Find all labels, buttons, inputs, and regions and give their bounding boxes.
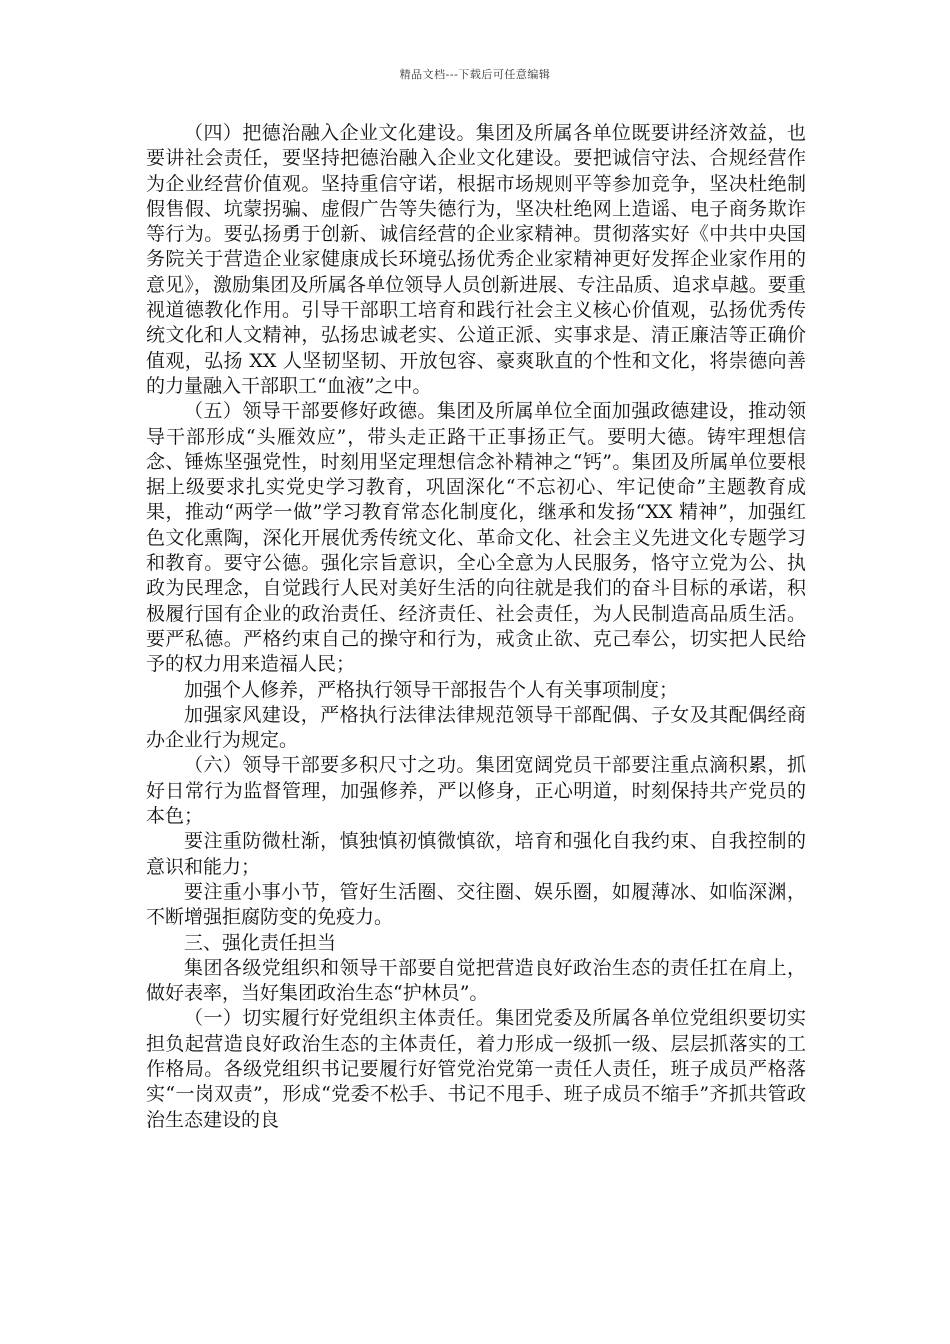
- document-body: [146, 121, 806, 1133]
- paragraph-section-5: （五）领导干部要修好政德。集团及所属单位全面加强政德建设，推动领导干部形成“头雁效应”，带头走正路干正事扬正气。要明大德。铸牢理想信念、锤炼坚强党性，时刻用坚定理想信念补精神之“钙”。集团及所属单位要根据上级要求扎实党史学习教育，巩固深化“不忘初心、牢记使命”主题教育成果，推动“两学一做”学习教育常态化制度化，继承和发扬“XX 精神”，加强红色文化熏陶，深化开展优秀传统文化、革命文化、社会主义先进文化专题学习和教育。要守公德。强化宗旨意识，全心全意为人民服务，恪守立党为公、执政为民理念，自觉践行人民对美好生活的向往就是我们的奋斗目标的承诺，积极履行国有企业的政治责任、经济责任、社会责任，为人民制造高品质生活。要严私德。严格约束自己的操守和行为，戒贪止欲、克己奉公，切实把人民给予的权力用来造福人民；: [146, 400, 806, 676]
- section-heading-3: 三、强化责任担当: [184, 931, 337, 954]
- page-header: 精品文档---下载后可任意编辑: [399, 68, 551, 81]
- paragraph-family-style: 加强家风建设，严格执行法律法律规范领导干部配偶、子女及其配偶经商办企业行为规定。: [146, 703, 806, 752]
- paragraph-section-4: （四）把德治融入企业文化建设。集团及所属各单位既要讲经济效益，也要讲社会责任，要坚持把德治融入企业文化建设。要把诚信守法、合规经营作为企业经营价值观。坚持重信守诺，根据市场规则平等参加竞争，坚决杜绝制假售假、坑蒙拐骗、虚假广告等失德行为，坚决杜绝网上造谣、电子商务欺诈等行为。要弘扬勇于创新、诚信经营的企业家精神。贯彻落实好《中共中央国务院关于营造企业家健康成长环境弘扬优秀企业家精神更好发挥企业家作用的意见》，激励集团及所属各单位领导人员创新进展、专注品质、追求卓越。要重视道德教化作用。引导干部职工培育和践行社会主义核心价值观，弘扬优秀传统文化和人文精神，弘扬忠诚老实、公道正派、实事求是、清正廉洁等正确价值观，弘扬 XX 人坚韧坚韧、开放包容、豪爽耿直的个性和文化，将崇德向善的力量融入干部职工“血液”之中。: [146, 122, 806, 397]
- paragraph-section-3-intro: 集团各级党组织和领导干部要自觉把营造良好政治生态的责任扛在肩上，做好表率，当好集团政治生态“护林员”。: [146, 956, 806, 1005]
- paragraph-small-matters: 要注重小事小节，管好生活圈、交往圈、娱乐圈，如履薄冰、如临深渊，不断增强拒腐防变的免疫力。: [146, 880, 806, 929]
- paragraph-section-6: （六）领导干部要多积尺寸之功。集团宽阔党员干部要注重点滴积累，抓好日常行为监督管理，加强修养，严以修身，正心明道，时刻保持共产党员的本色；: [146, 754, 806, 828]
- paragraph-section-3-1: （一）切实履行好党组织主体责任。集团党委及所属各单位党组织要切实担负起营造良好政治生态的主体责任，着力形成一级抓一级、层层抓落实的工作格局。各级党组织书记要履行好管党治党第一责任人责任，班子成员严格落实“一岗双责”，形成“党委不松手、书记不甩手、班子成员不缩手”齐抓共管政治生态建设的良: [146, 1007, 806, 1131]
- paragraph-personal-cultivation: 加强个人修养，严格执行领导干部报告个人有关事项制度；: [184, 678, 679, 701]
- paragraph-prevention: 要注重防微杜渐，慎独慎初慎微慎欲，培育和强化自我约束、自我控制的意识和能力；: [146, 830, 806, 878]
